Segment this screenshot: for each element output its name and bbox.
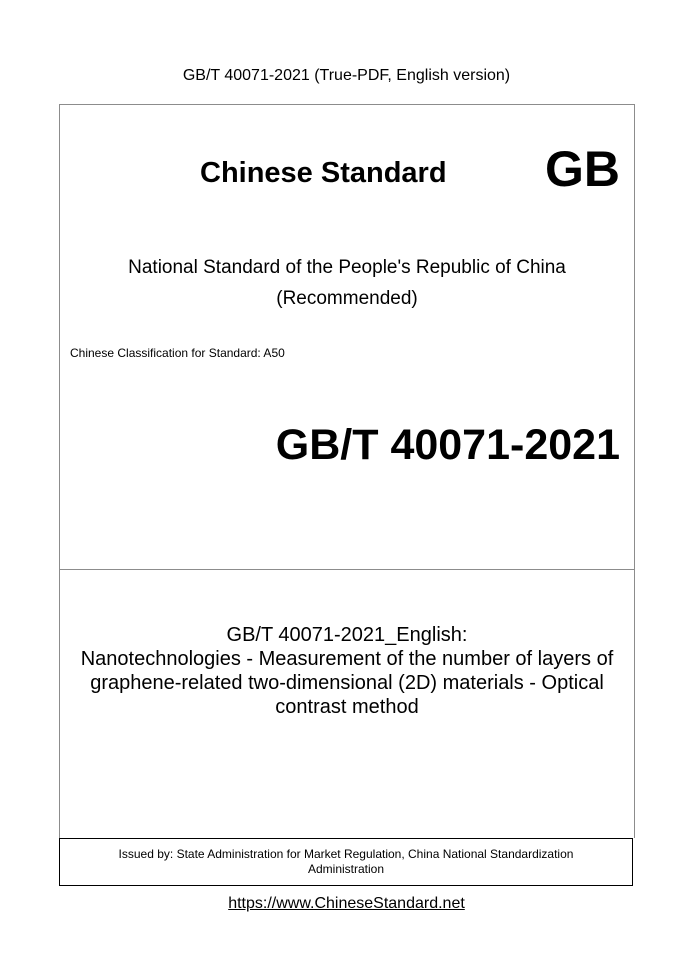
- title-line: graphene-related two-dimensional (2D) materials - Optical: [90, 672, 604, 694]
- issued-by-line: Issued by: State Administration for Market Regulation, China National Standardization: [118, 847, 574, 861]
- gb-mark: GB: [545, 141, 620, 197]
- title-line: Nanotechnologies - Measurement of the number of layers of: [80, 648, 614, 670]
- page-header: GB/T 40071-2021 (True-PDF, English version): [182, 67, 511, 84]
- recommended-line: (Recommended): [276, 288, 418, 309]
- title-line: GB/T 40071-2021_English:: [226, 624, 468, 646]
- standard-number: GB/T 40071-2021: [275, 421, 620, 469]
- brand-title: Chinese Standard: [200, 157, 447, 189]
- issued-by-line: Administration: [307, 862, 385, 876]
- website-link[interactable]: https://www.ChineseStandard.net: [228, 895, 465, 912]
- issued-by-box: [59, 838, 633, 886]
- title-line: contrast method: [275, 696, 419, 718]
- classification-label: Chinese Classification for Standard: A50: [70, 346, 285, 360]
- national-standard-line: National Standard of the People's Republic of China: [128, 257, 566, 278]
- document-title: [60, 623, 634, 719]
- section-divider: [59, 569, 635, 570]
